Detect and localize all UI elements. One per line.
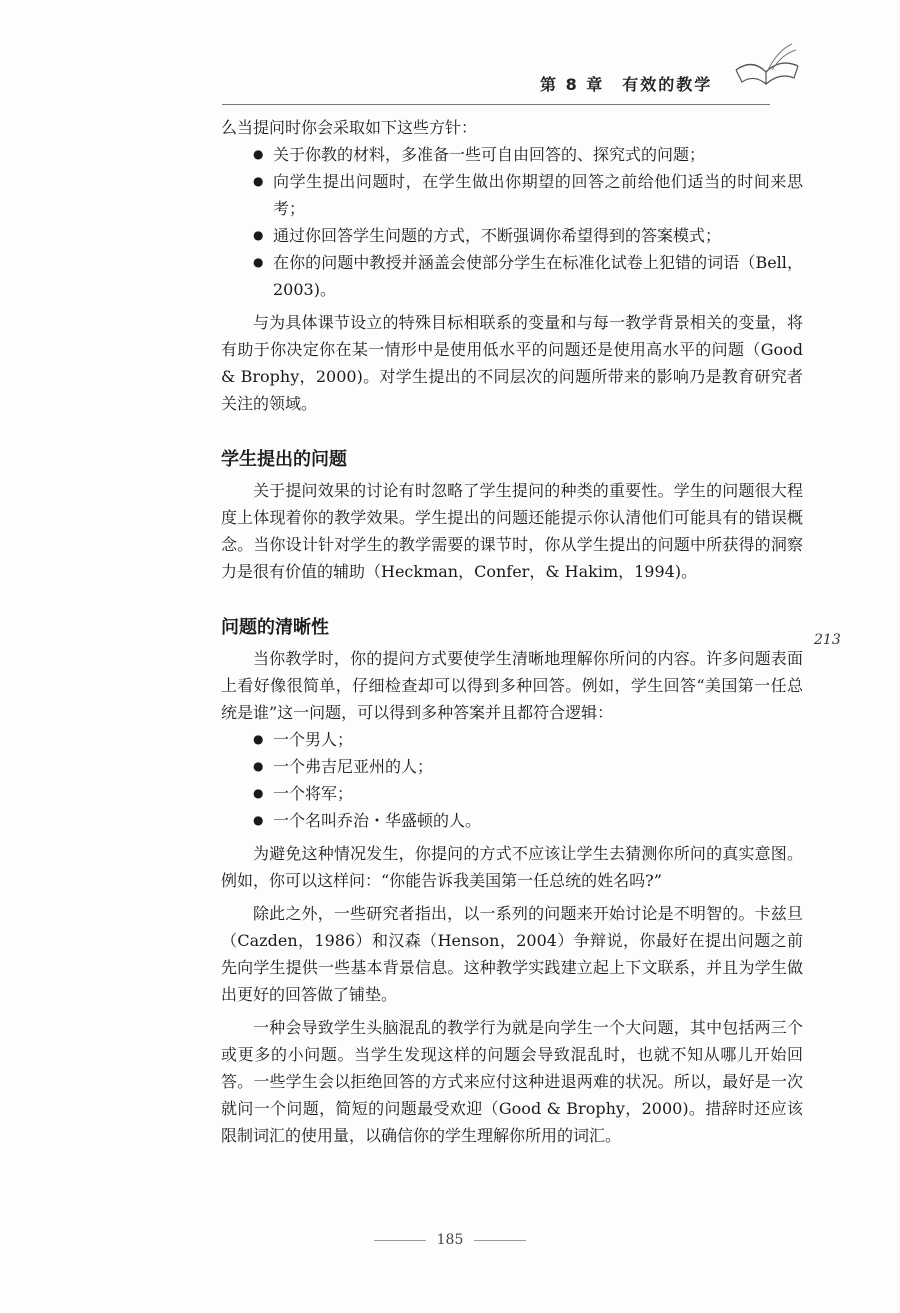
list-item: ● 一个名叫乔治・华盛顿的人。: [221, 807, 803, 834]
chapter-title: 有效的教学: [622, 75, 713, 94]
margin-page-reference: 213: [814, 632, 841, 648]
open-book-icon: [732, 40, 802, 92]
section-heading-question-clarity: 问题的清晰性: [221, 617, 329, 638]
list-item: ● 向学生提出问题时，在学生做出你期望的回答之前给他们适当的时间来思考；: [221, 168, 803, 222]
list-item: ● 关于你教的材料，多准备一些可自由回答的、探究式的问题；: [221, 141, 803, 168]
running-header: [540, 72, 712, 95]
list-item: ● 一个将军；: [221, 780, 803, 807]
footer-ornament-right: [474, 1240, 526, 1241]
paragraph: 一种会导致学生头脑混乱的教学行为就是向学生一个大问题，其中包括两三个或更多的小问题。当学生发现这样的问题会导致混乱时，也就不知从哪儿开始回答。一些学生会以拒绝回答的方式来应付这种进退两难的状况。所以，最好是一次就问一个问题，简短的问题最受欢迎（Good & Brophy，2000)。措辞时还应该限制词汇的使用量，以确信你的学生理解你所用的词汇。: [221, 1018, 803, 1145]
chapter-label: 第 8 章: [540, 75, 605, 94]
header-rule: [222, 104, 770, 105]
paragraph: 当你教学时，你的提问方式要使学生清晰地理解你所问的内容。许多问题表面上看好像很简单，仔细检查却可以得到多种回答。例如，学生回答“美国第一任总统是谁”这一问题，可以得到多种答案并且都符合逻辑：: [221, 649, 803, 722]
list-item: ● 一个弗吉尼亚州的人；: [221, 753, 803, 780]
page-footer: [0, 1232, 900, 1248]
list-item: ● 一个男人；: [221, 726, 803, 753]
paragraph: 关于提问效果的讨论有时忽略了学生提问的种类的重要性。学生的问题很大程度上体现着你的教学效果。学生提出的问题还能提示你认清他们可能具有的错误概念。当你设计针对学生的教学需要的课节时，你从学生提出的问题中所获得的洞察力是很有价值的辅助（Heckman，Confer，& Hakim，1994)。: [221, 481, 803, 581]
page-number: 185: [436, 1232, 464, 1248]
paragraph: 为避免这种情况发生，你提问的方式不应该让学生去猜测你所问的真实意图。例如，你可以这样问：“你能告诉我美国第一任总统的姓名吗?”: [221, 844, 803, 890]
page-body: [221, 114, 803, 1149]
list-item: ● 在你的问题中教授并涵盖会使部分学生在标准化试卷上犯错的词语（Bell，2003)。: [221, 249, 803, 303]
section-heading-student-questions: 学生提出的问题: [221, 449, 347, 470]
intro-bullet-list: [221, 141, 803, 303]
paragraph: 与为具体课节设立的特殊目标相联系的变量和与每一教学背景相关的变量，将有助于你决定你在某一情形中是使用低水平的问题还是使用高水平的问题（Good & Brophy，2000)。对学生提出的不同层次的问题所带来的影响乃是教育研究者关注的领域。: [221, 313, 803, 413]
intro-lead: 么当提问时你会采取如下这些方针：: [221, 118, 478, 137]
answer-bullet-list: [221, 726, 803, 834]
list-item: ● 通过你回答学生问题的方式，不断强调你希望得到的答案模式；: [221, 222, 803, 249]
paragraph: 除此之外，一些研究者指出，以一系列的问题来开始讨论是不明智的。卡兹旦（Cazden，1986）和汉森（Henson，2004）争辩说，你最好在提出问题之前先向学生提供一些基本背景信息。这种教学实践建立起上下文联系，并且为学生做出更好的回答做了铺垫。: [221, 904, 803, 1004]
footer-ornament-left: [374, 1240, 426, 1241]
